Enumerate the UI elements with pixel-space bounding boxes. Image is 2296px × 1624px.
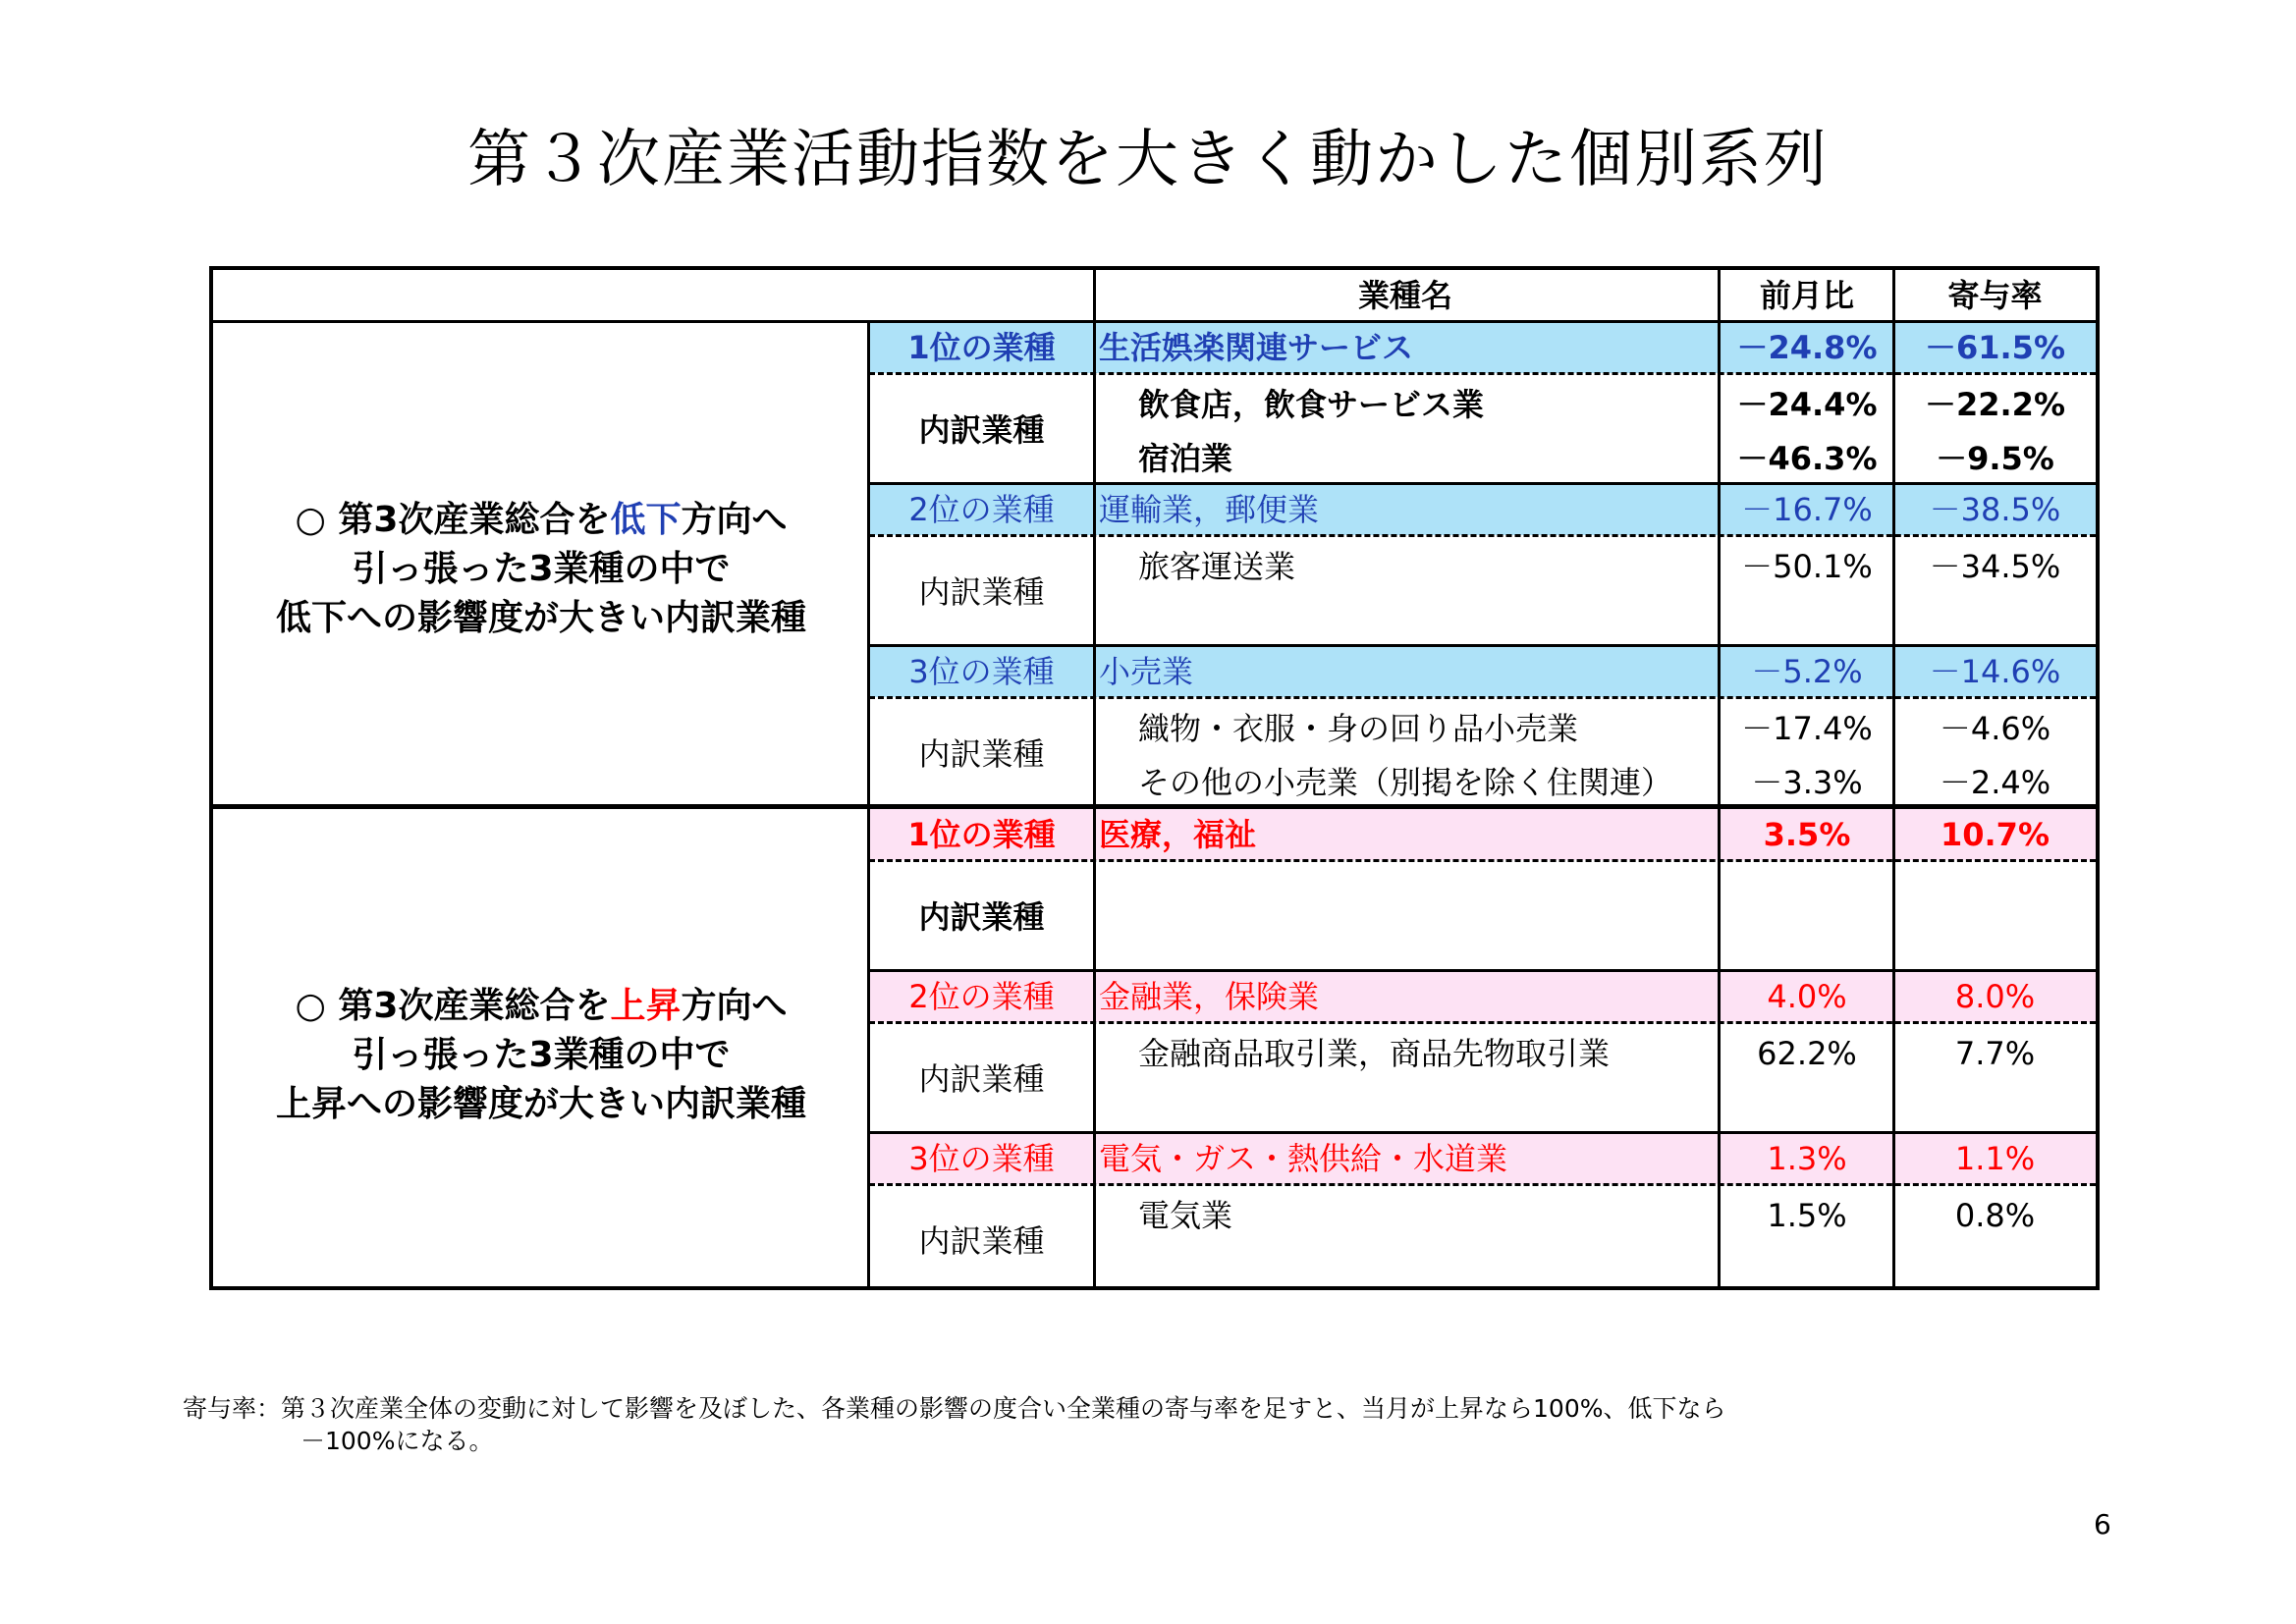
decrease-label-line2: 引っ張った3業種の中で <box>352 549 731 589</box>
row-divider <box>869 644 2096 647</box>
column-divider <box>1892 270 1895 1286</box>
decrease-label-line3: 低下への影響度が大きい内訳業種 <box>275 598 806 638</box>
mom-value: －16.7% <box>1741 491 1873 528</box>
row-divider <box>869 696 2096 699</box>
increase-label-prefix: ○ 第3次産業総合を <box>295 986 611 1026</box>
section-divider <box>213 804 2096 809</box>
rank-label: 3位の業種 <box>908 1140 1055 1177</box>
contrib-value: －38.5% <box>1929 491 2061 528</box>
mom-value: －24.8% <box>1736 329 1878 366</box>
column-divider <box>1718 270 1721 1286</box>
mom-value: －5.2% <box>1751 653 1863 690</box>
row-divider <box>869 969 2096 972</box>
breakdown-name: 旅客運送業 <box>1138 548 1296 585</box>
table-header-row <box>213 270 2096 322</box>
mom-value: 4.0% <box>1767 978 1847 1015</box>
industry-name: 生活娯楽関連サービス <box>1099 329 1414 366</box>
footnote <box>183 1392 1725 1457</box>
breakdown-name: 飲食店，飲食サービス業 <box>1138 386 1485 423</box>
increase-label-suffix: 方向へ <box>681 986 788 1026</box>
industry-name: 電気・ガス・熱供給・水道業 <box>1099 1140 1508 1177</box>
industry-table <box>209 266 2100 1290</box>
industry-name: 小売業 <box>1099 653 1194 690</box>
increase-label-line2: 引っ張った3業種の中で <box>352 1035 731 1075</box>
decrease-label-suffix: 方向へ <box>681 500 788 540</box>
industry-name: 金融業，保険業 <box>1099 978 1320 1015</box>
breakdown-mom: －17.4% <box>1741 710 1873 747</box>
rank-label: 3位の業種 <box>908 653 1055 690</box>
rank-label: 1位の業種 <box>907 329 1056 366</box>
row-divider <box>869 372 2096 375</box>
decrease-rank3-row <box>869 646 2096 697</box>
page-title: 第３次産業活動指数を大きく動かした個別系列 <box>467 124 1829 196</box>
breakdown-contrib: 7.7% <box>1954 1035 2036 1072</box>
sub-label: 内訳業種 <box>918 898 1045 936</box>
breakdown-mom: －3.3% <box>1751 764 1863 801</box>
sub-label: 内訳業種 <box>918 411 1045 449</box>
breakdown-mom: －50.1% <box>1741 548 1873 585</box>
breakdown-contrib: －9.5% <box>1936 440 2054 477</box>
page-number: 6 <box>2094 1508 2111 1541</box>
increase-section-label <box>213 982 869 1129</box>
rank-label: 1位の業種 <box>907 816 1056 853</box>
header-divider <box>213 320 2096 323</box>
industry-name: 運輸業，郵便業 <box>1099 491 1320 528</box>
column-divider <box>1093 270 1096 1286</box>
breakdown-contrib: 0.8% <box>1954 1197 2036 1234</box>
breakdown-contrib: －2.4% <box>1939 764 2051 801</box>
decrease-label-prefix: ○ 第3次産業総合を <box>295 500 611 540</box>
breakdown-name: 織物・衣服・身の回り品小売業 <box>1138 710 1579 747</box>
contrib-value: －14.6% <box>1929 653 2061 690</box>
sub-label: 内訳業種 <box>918 1222 1045 1260</box>
breakdown-mom: 1.5% <box>1767 1197 1847 1234</box>
row-divider <box>869 1131 2096 1134</box>
row-divider <box>869 534 2096 537</box>
header-industry-name: 業種名 <box>1357 277 1452 314</box>
contrib-value: －61.5% <box>1924 329 2066 366</box>
footnote-line1: 寄与率：第３次産業全体の変動に対して影響を及ぼした、各業種の影響の度合い全業種の寄与率を足すと、当月が上昇なら100%、低下なら <box>183 1394 1726 1423</box>
increase-rank2-row <box>869 971 2096 1022</box>
contrib-value: 10.7% <box>1940 816 2050 853</box>
increase-rank3-row <box>869 1133 2096 1184</box>
decrease-section-label <box>213 496 869 643</box>
contrib-value: 1.1% <box>1954 1140 2036 1177</box>
increase-label-line3: 上昇への影響度が大きい内訳業種 <box>275 1084 806 1124</box>
decrease-label-highlight: 低下 <box>610 500 682 540</box>
row-divider <box>869 1021 2096 1024</box>
breakdown-mom: －46.3% <box>1736 440 1878 477</box>
rank-label: 2位の業種 <box>908 978 1055 1015</box>
header-mom: 前月比 <box>1759 277 1854 314</box>
sub-label: 内訳業種 <box>918 735 1045 773</box>
breakdown-name: 電気業 <box>1138 1197 1233 1234</box>
mom-value: 1.3% <box>1767 1140 1847 1177</box>
mom-value: 3.5% <box>1763 816 1851 853</box>
breakdown-contrib: －22.2% <box>1924 386 2066 423</box>
row-divider <box>869 482 2096 485</box>
industry-name: 医療，福祉 <box>1099 816 1257 853</box>
row-divider <box>869 1183 2096 1186</box>
rank-label: 2位の業種 <box>908 491 1055 528</box>
breakdown-contrib: －34.5% <box>1929 548 2061 585</box>
header-contribution: 寄与率 <box>1947 277 2043 314</box>
breakdown-contrib: －4.6% <box>1939 710 2051 747</box>
breakdown-mom: －24.4% <box>1736 386 1878 423</box>
breakdown-name: その他の小売業（別掲を除く住関連） <box>1138 764 1673 801</box>
footnote-line2: －100%になる。 <box>301 1427 494 1455</box>
sub-label: 内訳業種 <box>918 1060 1045 1098</box>
contrib-value: 8.0% <box>1954 978 2036 1015</box>
breakdown-mom: 62.2% <box>1757 1035 1857 1072</box>
decrease-rank1-row <box>869 322 2096 373</box>
sub-label: 内訳業種 <box>918 573 1045 611</box>
increase-label-highlight: 上昇 <box>610 986 682 1026</box>
increase-rank1-row <box>869 809 2096 860</box>
breakdown-name: 金融商品取引業，商品先物取引業 <box>1138 1035 1611 1072</box>
breakdown-name: 宿泊業 <box>1138 440 1233 477</box>
row-divider <box>869 859 2096 862</box>
decrease-rank2-row <box>869 484 2096 535</box>
column-divider <box>867 320 870 1286</box>
